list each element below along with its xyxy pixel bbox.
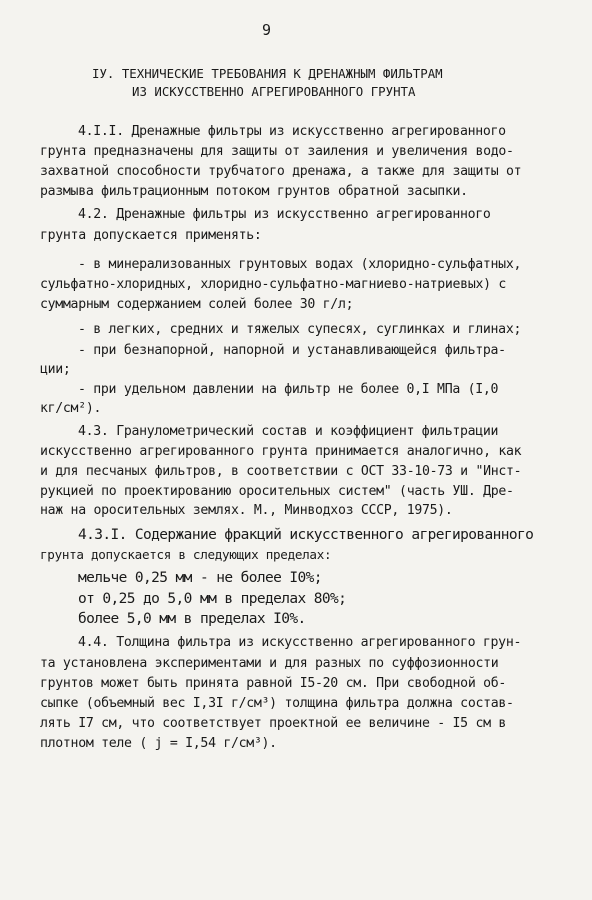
paragraph-4-1-1-line: 4.I.I. Дренажные фильтры из искусственно агрегированного <box>78 124 506 139</box>
page-number: 9 <box>262 21 271 39</box>
section-heading-line-2: ИЗ ИСКУССТВЕННО АГРЕГИРОВАННОГО ГРУНТА <box>132 84 416 99</box>
paragraph-4-1-1-line: захватной способности трубчатого дренажа, а также для защиты от <box>40 164 522 179</box>
fraction-limit-line: более 5,0 мм в пределах I0%. <box>78 611 306 627</box>
list-item-line: - в легких, средних и тяжелых супесях, суглинках и глинах; <box>78 322 522 337</box>
paragraph-4-3-line: 4.3. Гранулометрический состав и коэффициент фильтрации <box>78 424 499 439</box>
list-item-line: - в минерализованных грунтовых водах (хлоридно-сульфатных, <box>78 257 522 272</box>
paragraph-4-1-1-line: грунта предназначены для защиты от заиления и увеличения водо- <box>40 144 514 159</box>
list-item-line: - при безнапорной, напорной и устанавливающейся фильтра- <box>78 343 506 358</box>
list-item-line: ции; <box>40 362 71 377</box>
paragraph-4-4-line: сыпке (объемный вес I,3I г/см³) толщина фильтра должна состав- <box>40 696 514 711</box>
paragraph-4-2-line: 4.2. Дренажные фильтры из искусственно агрегированного <box>78 207 491 222</box>
fraction-limit-line: от 0,25 до 5,0 мм в пределах 80%; <box>78 591 347 607</box>
paragraph-4-4-line: та установлена экспериментами и для разных по суффозионности <box>40 656 499 671</box>
section-heading-line-1: IУ. ТЕХНИЧЕСКИЕ ТРЕБОВАНИЯ К ДРЕНАЖНЫМ ФИЛЬТРАМ <box>92 66 443 81</box>
paragraph-4-4-line: грунтов может быть принята равной I5-20 см. При свободной об- <box>40 676 507 691</box>
paragraph-4-3-line: искусственно агрегированного грунта принимается аналогично, как <box>40 444 522 459</box>
paragraph-4-3-line: и для песчаных фильтров, в соответствии с ОСТ 33-10-73 и "Инст- <box>40 464 522 479</box>
list-item-line: - при удельном давлении на фильтр не более 0,I МПа (I,0 <box>78 382 499 397</box>
paragraph-4-4-line: плотном теле ( j = I,54 г/см³). <box>40 736 277 751</box>
fraction-limit-line: мельче 0,25 мм - не более I0%; <box>78 570 322 586</box>
list-item-line: сульфатно-хлоридных, хлоридно-сульфатно-магниево-натриевых) с <box>40 277 507 292</box>
paragraph-4-3-1-line: 4.3.I. Содержание фракций искусственного агрегированного <box>78 527 534 543</box>
paragraph-4-1-1-line: размыва фильтрационным потоком грунтов обратной засыпки. <box>40 184 468 199</box>
paragraph-4-4-line: лять I7 см, что соответствует проектной ее величине - I5 см в <box>40 716 507 731</box>
paragraph-4-2-line: грунта допускается применять: <box>40 228 262 243</box>
paragraph-4-3-line: наж на оросительных землях. М., Минводхоз СССР, 1975). <box>40 503 453 518</box>
paragraph-4-4-line: 4.4. Толщина фильтра из искусственно агрегированного грун- <box>78 635 522 650</box>
list-item-line: кг/см²). <box>40 401 102 416</box>
list-item-line: суммарным содержанием солей более 30 г/л; <box>40 297 354 312</box>
paragraph-4-3-1-line: грунта допускается в следующих пределах: <box>40 547 332 562</box>
paragraph-4-3-line: рукцией по проектированию оросительных систем" (часть УШ. Дре- <box>40 484 514 499</box>
